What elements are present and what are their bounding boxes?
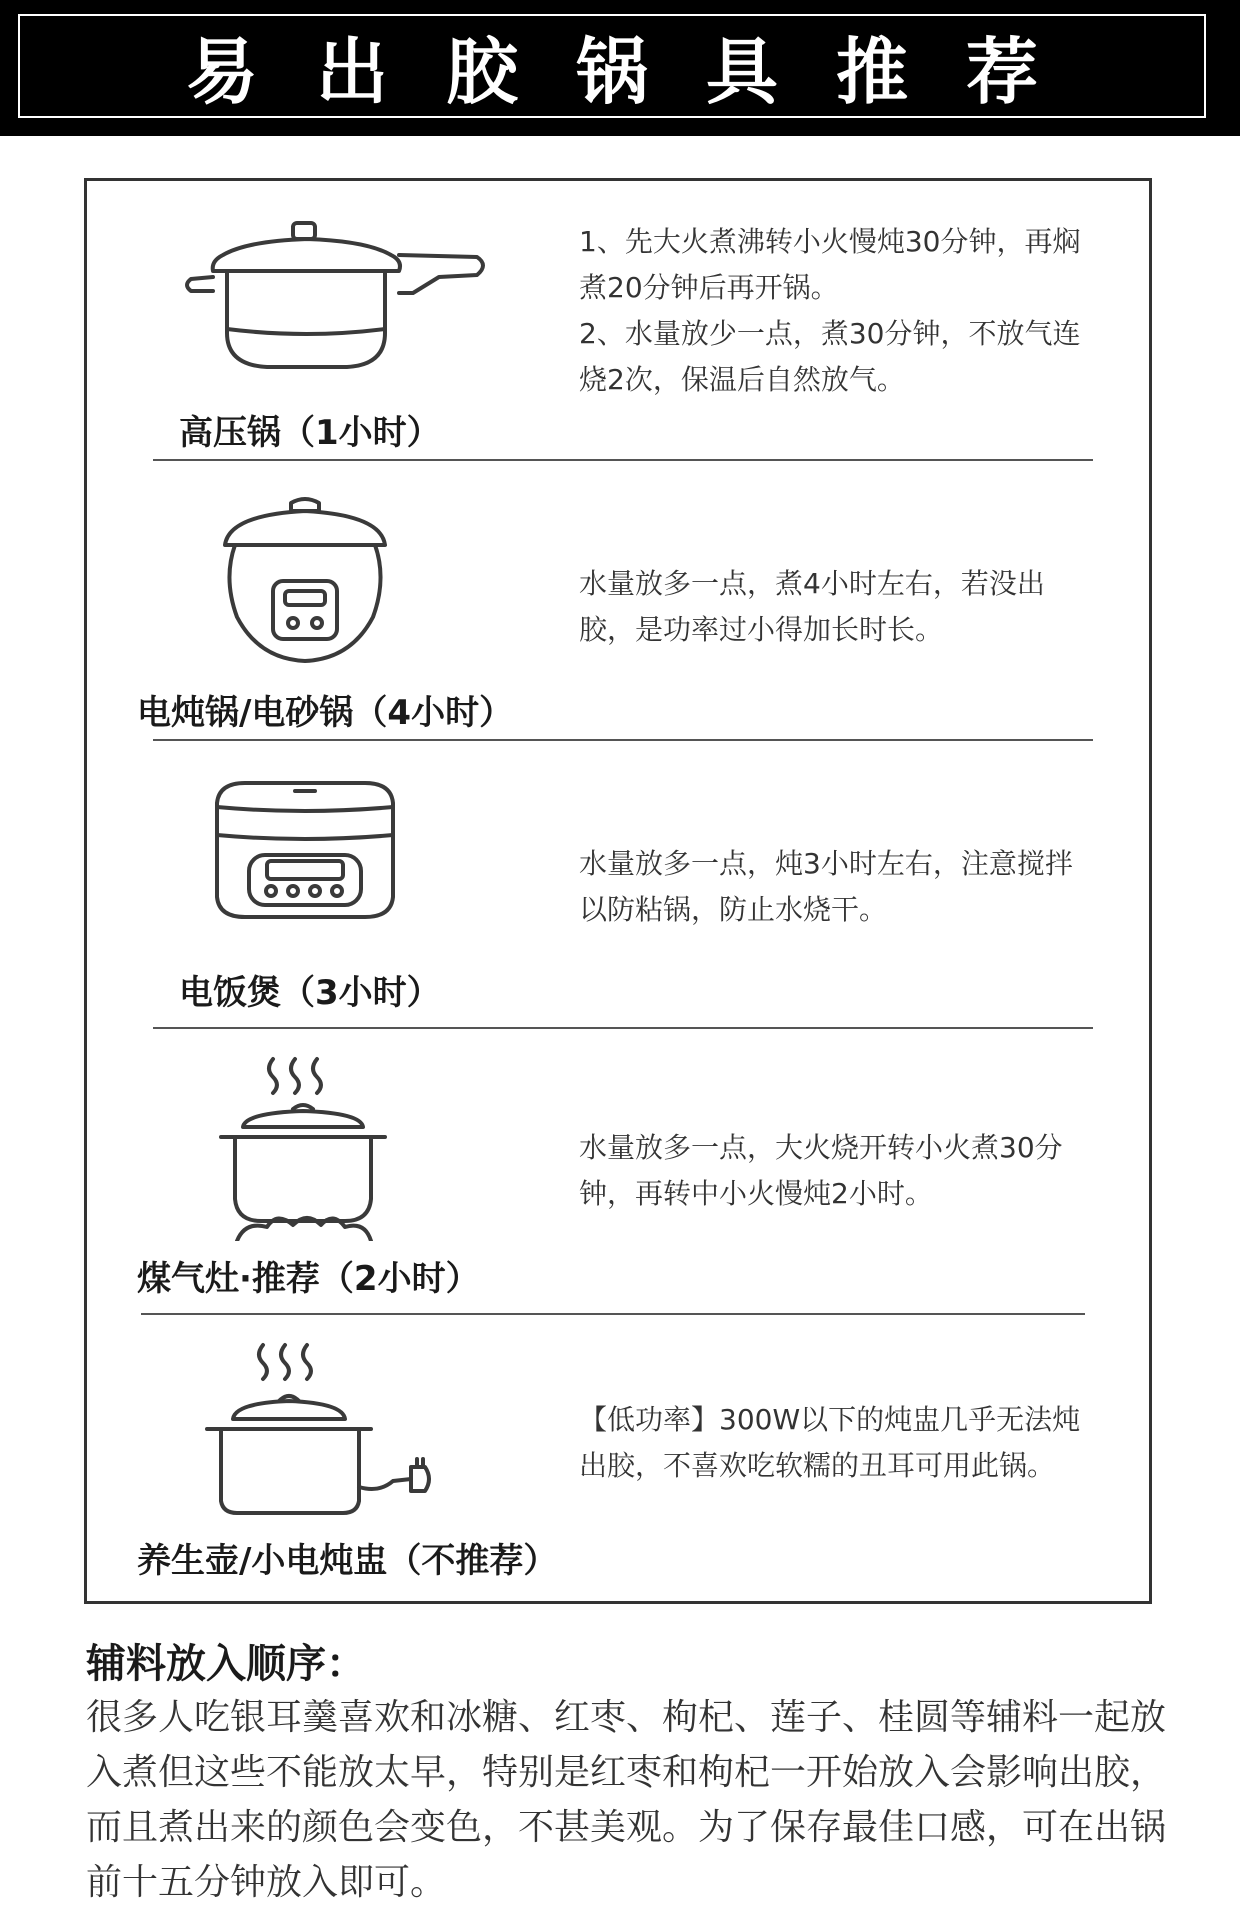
cooker-desc-stew xyxy=(579,561,1099,653)
desc-line: 【低功率】300W以下的炖盅几乎无法炖出胶，不喜欢吃软糯的丑耳可用此锅。 xyxy=(579,1403,1081,1482)
cooker-desc-gas xyxy=(579,1125,1099,1217)
gas-stove-pot-icon xyxy=(215,1051,391,1241)
page-title: 易出胶锅具推荐 xyxy=(185,30,1096,114)
rice-cooker-icon xyxy=(205,775,405,925)
cooker-label-gas: 煤气灶·推荐（2小时） xyxy=(137,1259,480,1299)
desc-line: 水量放多一点，煮4小时左右，若没出胶，是功率过小得加长时长。 xyxy=(579,567,1045,646)
cooker-label-pressure: 高压锅（1小时） xyxy=(179,413,441,453)
cooker-label-kettle: 养生壶/小电炖盅（不推荐） xyxy=(137,1541,558,1581)
cooker-desc-pressure xyxy=(579,219,1099,403)
desc-line: 水量放多一点，炖3小时左右，注意搅拌以防粘锅，防止水烧干。 xyxy=(579,847,1073,926)
electric-kettle-pot-icon xyxy=(203,1337,453,1517)
divider xyxy=(141,1313,1085,1315)
desc-line: 2、水量放少一点，煮30分钟，不放气连烧2次，保温后自然放气。 xyxy=(579,317,1081,396)
title-bar xyxy=(0,0,1240,136)
electric-stew-pot-icon xyxy=(215,489,395,669)
cooker-recommendation-box xyxy=(84,178,1152,1604)
cooker-label-rice: 电饭煲（3小时） xyxy=(179,973,441,1013)
desc-line: 水量放多一点，大火烧开转小火煮30分钟，再转中小火慢炖2小时。 xyxy=(579,1131,1063,1210)
divider xyxy=(153,1027,1093,1029)
divider xyxy=(153,459,1093,461)
cooker-label-stew: 电炖锅/电砂锅（4小时） xyxy=(137,693,514,733)
pressure-cooker-icon xyxy=(177,215,487,375)
ingredients-title: 辅料放入顺序： xyxy=(86,1641,366,1687)
cooker-desc-rice xyxy=(579,841,1099,933)
divider xyxy=(153,739,1093,741)
cooker-desc-kettle xyxy=(579,1397,1099,1489)
ingredients-body: 很多人吃银耳羹喜欢和冰糖、红枣、枸杞、莲子、桂圆等辅料一起放入煮但这些不能放太早，特别是红枣和枸杞一开始放入会影响出胶，而且煮出来的颜色会变色，不甚美观。为了保存最佳口感，可在出锅前十五分钟放入即可。 xyxy=(86,1697,1167,1903)
title-frame xyxy=(18,14,1206,118)
desc-line: 1、先大火煮沸转小火慢炖30分钟，再焖煮20分钟后再开锅。 xyxy=(579,225,1081,304)
